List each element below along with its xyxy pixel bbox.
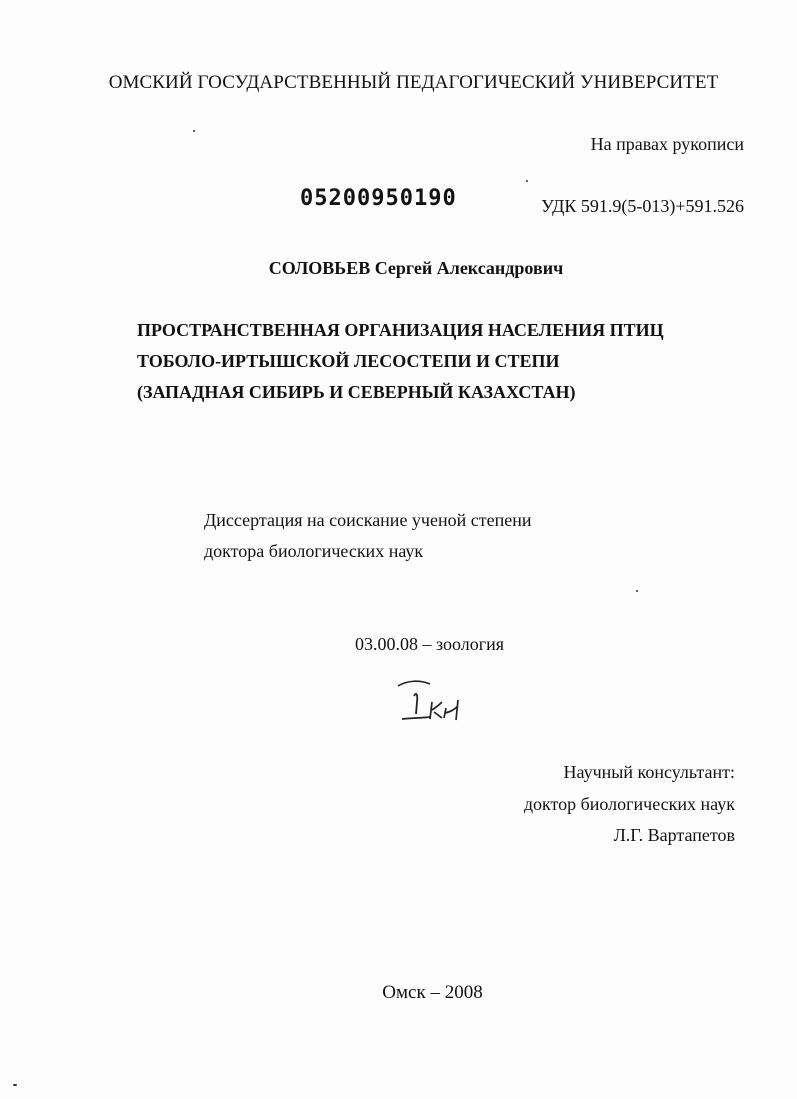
handwritten-signature: [394, 672, 474, 727]
city-year: Омск – 2008: [382, 982, 483, 1003]
scan-speck: [193, 130, 195, 132]
specialty-code: 03.00.08 – зоология: [355, 634, 505, 654]
registration-number: 05200950190: [300, 186, 457, 211]
author-name: СОЛОВЬЕВ Сергей Александрович: [268, 258, 564, 278]
manuscript-note: На правах рукописи: [590, 134, 744, 154]
dissertation-line-1: Диссертация на соискание ученой степени: [204, 510, 532, 530]
udk-code: УДК 591.9(5-013)+591.526: [541, 196, 744, 216]
title-line-2: ТОБОЛО-ИРТЫШСКОЙ ЛЕСОСТЕПИ И СТЕПИ: [137, 351, 560, 371]
dissertation-line-2: доктора биологических наук: [204, 541, 424, 561]
scan-speck: [526, 180, 528, 182]
consultant-label: Научный консультант:: [563, 762, 735, 782]
university-name: ОМСКИЙ ГОСУДАРСТВЕННЫЙ ПЕДАГОГИЧЕСКИЙ УНИВЕРСИТЕТ: [108, 72, 719, 93]
consultant-degree: доктор биологических наук: [523, 794, 735, 814]
title-line-1: ПРОСТРАНСТВЕННАЯ ОРГАНИЗАЦИЯ НАСЕЛЕНИЯ ПТИЦ: [137, 320, 664, 340]
title-line-3: (ЗАПАДНАЯ СИБИРЬ И СЕВЕРНЫЙ КАЗАХСТАН): [137, 382, 576, 402]
scan-speck: [13, 1084, 17, 1086]
scan-speck: [636, 590, 638, 592]
consultant-name: Л.Г. Вартапетов: [613, 825, 735, 845]
